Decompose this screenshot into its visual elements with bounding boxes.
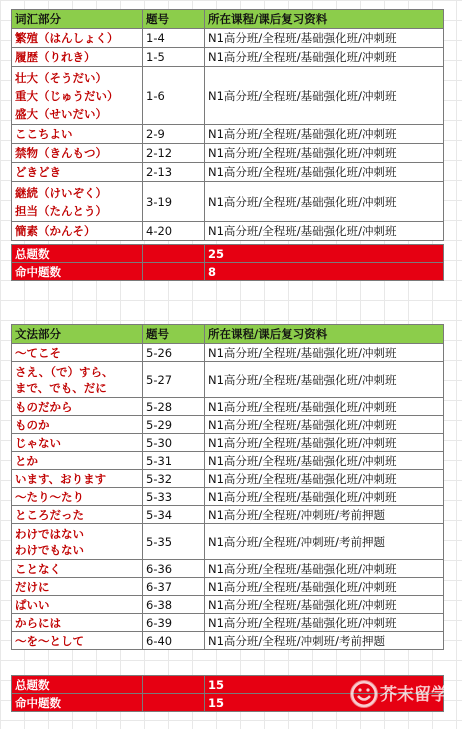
course-cell: N1高分班/全程班/基础强化班/冲刺班	[205, 488, 444, 506]
question-number-cell: 2-12	[143, 144, 205, 163]
table-row	[12, 452, 444, 470]
course-cell: N1高分班/全程班/基础强化班/冲刺班	[205, 125, 444, 144]
question-number-cell: 6-40	[143, 632, 205, 650]
table-row	[12, 67, 444, 125]
smile-logo-icon	[351, 681, 378, 708]
question-number-cell: 6-38	[143, 596, 205, 614]
question-number-cell: 5-32	[143, 470, 205, 488]
summary-blank-cell	[143, 245, 205, 263]
vocab-summary-table	[11, 244, 444, 281]
table-row	[12, 488, 444, 506]
column-header-course: 所在课程/课后复习资料	[205, 10, 444, 29]
term-cell: 履歴（りれき）	[12, 48, 143, 67]
total-count-row	[12, 245, 444, 263]
course-cell: N1高分班/全程班/基础强化班/冲刺班	[205, 29, 444, 48]
term-cell: じゃない	[12, 434, 143, 452]
table-row	[12, 470, 444, 488]
course-cell: N1高分班/全程班/基础强化班/冲刺班	[205, 362, 444, 398]
term-cell: ことなく	[12, 560, 143, 578]
table-row	[12, 596, 444, 614]
watermark-text: 芥末留学	[380, 685, 448, 705]
table-row	[12, 524, 444, 560]
hit-count-label: 命中题数	[12, 694, 143, 712]
table-row	[12, 506, 444, 524]
grammar-table	[11, 324, 444, 650]
summary-blank-cell	[143, 676, 205, 694]
question-number-cell: 4-20	[143, 222, 205, 241]
term-cell: 壮大（そうだい） 重大（じゅうだい） 盛大（せいだい）	[12, 67, 143, 125]
column-header-number: 题号	[143, 325, 205, 344]
hit-count-value: 15	[205, 694, 444, 712]
table-row	[12, 182, 444, 222]
table-row	[12, 125, 444, 144]
term-cell: ～たり～たり	[12, 488, 143, 506]
course-cell: N1高分班/全程班/基础强化班/冲刺班	[205, 144, 444, 163]
course-cell: N1高分班/全程班/冲刺班/考前押题	[205, 632, 444, 650]
total-count-label: 总题数	[12, 245, 143, 263]
table-row	[12, 416, 444, 434]
course-cell: N1高分班/全程班/基础强化班/冲刺班	[205, 182, 444, 222]
course-cell: N1高分班/全程班/基础强化班/冲刺班	[205, 614, 444, 632]
question-number-cell: 5-33	[143, 488, 205, 506]
course-cell: N1高分班/全程班/基础强化班/冲刺班	[205, 578, 444, 596]
total-count-label: 总题数	[12, 676, 143, 694]
term-cell: 簡素（かんそ）	[12, 222, 143, 241]
course-cell: N1高分班/全程班/基础强化班/冲刺班	[205, 48, 444, 67]
question-number-cell: 6-37	[143, 578, 205, 596]
course-cell: N1高分班/全程班/基础强化班/冲刺班	[205, 452, 444, 470]
question-number-cell: 5-29	[143, 416, 205, 434]
column-header-term: 词汇部分	[12, 10, 143, 29]
question-number-cell: 5-34	[143, 506, 205, 524]
term-cell: ものか	[12, 416, 143, 434]
term-cell: 禁物（きんもつ）	[12, 144, 143, 163]
term-cell: どきどき	[12, 163, 143, 182]
table-row	[12, 163, 444, 182]
hit-count-value: 8	[205, 263, 444, 281]
question-number-cell: 1-6	[143, 67, 205, 125]
course-cell: N1高分班/全程班/基础强化班/冲刺班	[205, 398, 444, 416]
hit-count-label: 命中题数	[12, 263, 143, 281]
term-cell: ここちよい	[12, 125, 143, 144]
table-row	[12, 29, 444, 48]
question-number-cell: 2-13	[143, 163, 205, 182]
table-row	[12, 398, 444, 416]
question-number-cell: 3-19	[143, 182, 205, 222]
total-count-value: 25	[205, 245, 444, 263]
table-header-row	[12, 325, 444, 344]
question-number-cell: 2-9	[143, 125, 205, 144]
watermark-logo	[348, 676, 460, 712]
question-number-cell: 5-28	[143, 398, 205, 416]
total-count-value: 15	[205, 676, 444, 694]
course-cell: N1高分班/全程班/基础强化班/冲刺班	[205, 470, 444, 488]
term-cell: わけではない わけでもない	[12, 524, 143, 560]
term-cell: ～てこそ	[12, 344, 143, 362]
question-number-cell: 6-36	[143, 560, 205, 578]
table-row	[12, 578, 444, 596]
course-cell: N1高分班/全程班/冲刺班/考前押题	[205, 506, 444, 524]
hit-count-row	[12, 263, 444, 281]
table-row	[12, 144, 444, 163]
term-cell: さえ、（で）すら、 まで、でも、だに	[12, 362, 143, 398]
term-cell: ぱいい	[12, 596, 143, 614]
table-row	[12, 614, 444, 632]
term-cell: とか	[12, 452, 143, 470]
table-row	[12, 632, 444, 650]
question-number-cell: 5-26	[143, 344, 205, 362]
course-cell: N1高分班/全程班/基础强化班/冲刺班	[205, 222, 444, 241]
course-cell: N1高分班/全程班/基础强化班/冲刺班	[205, 416, 444, 434]
course-cell: N1高分班/全程班/基础强化班/冲刺班	[205, 560, 444, 578]
question-number-cell: 6-39	[143, 614, 205, 632]
question-number-cell: 1-5	[143, 48, 205, 67]
table-row	[12, 344, 444, 362]
term-cell: だけに	[12, 578, 143, 596]
term-cell: ものだから	[12, 398, 143, 416]
summary-blank-cell	[143, 694, 205, 712]
course-cell: N1高分班/全程班/基础强化班/冲刺班	[205, 163, 444, 182]
question-number-cell: 5-30	[143, 434, 205, 452]
course-cell: N1高分班/全程班/基础强化班/冲刺班	[205, 596, 444, 614]
course-cell: N1高分班/全程班/冲刺班/考前押题	[205, 524, 444, 560]
question-number-cell: 5-31	[143, 452, 205, 470]
table-row	[12, 434, 444, 452]
question-number-cell: 5-35	[143, 524, 205, 560]
term-cell: ところだった	[12, 506, 143, 524]
term-cell: 繁殖（はんしょく）	[12, 29, 143, 48]
course-cell: N1高分班/全程班/基础强化班/冲刺班	[205, 67, 444, 125]
table-row	[12, 48, 444, 67]
question-number-cell: 1-4	[143, 29, 205, 48]
table-row	[12, 222, 444, 241]
summary-blank-cell	[143, 263, 205, 281]
course-cell: N1高分班/全程班/基础强化班/冲刺班	[205, 344, 444, 362]
column-header-course: 所在课程/课后复习资料	[205, 325, 444, 344]
table-row	[12, 560, 444, 578]
table-row	[12, 362, 444, 398]
term-cell: ～を～として	[12, 632, 143, 650]
term-cell: からには	[12, 614, 143, 632]
vocab-table	[11, 9, 444, 241]
term-cell: 継続（けいぞく） 担当（たんとう）	[12, 182, 143, 222]
term-cell: います、おります	[12, 470, 143, 488]
column-header-term: 文法部分	[12, 325, 143, 344]
table-header-row	[12, 10, 444, 29]
question-number-cell: 5-27	[143, 362, 205, 398]
column-header-number: 题号	[143, 10, 205, 29]
course-cell: N1高分班/全程班/基础强化班/冲刺班	[205, 434, 444, 452]
